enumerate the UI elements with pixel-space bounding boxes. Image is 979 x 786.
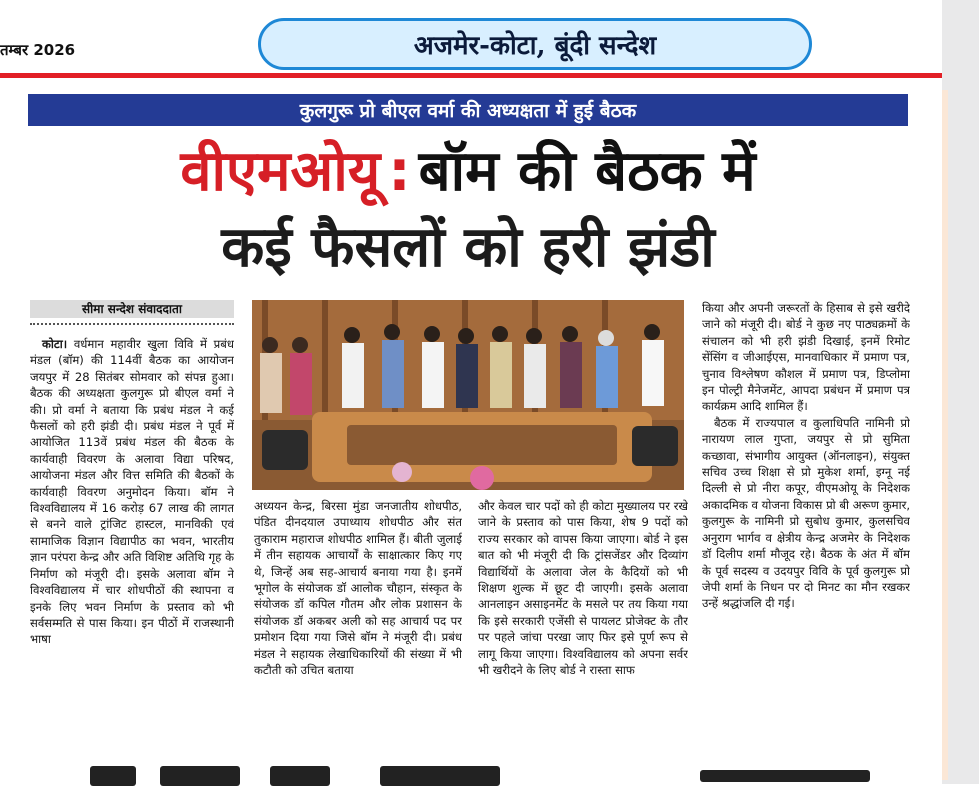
column-2-text: अध्ययन केन्द्र, बिरसा मुंडा जनजातीय शोधपीठ, पंडित दीनदयाल उपाध्याय शोधपीठ और संत तुकाराम महाराज शोधपीठ शामिल हैं। बीती जुलाई में तीन सहायक आचार्यों के साक्षात्कार किए गए थे, जिन्हें अब सह-आचार्य बनाया गया है। इनमें भूगोल के संयोजक डॉ आलोक चौहान, संस्कृत के संयोजक डॉ कपिल गौतम और लोक प्रशासन के संयोजक डॉ अकबर अली को सह आचार्य पद पर प्रमोशन दिया गया जिसे बॉम ने मंजूरी दी। प्रबंध मंडल ने सहायक लेखाधिकारियों की संख्या में भी कटौती को उचित बताया [254, 499, 462, 678]
column-3-text: और केवल चार पदों को ही कोटा मुख्यालय पर रखे जाने के प्रस्ताव को पास किया, शेष 9 पदों को राज्य सरकार को वापस किया जाएगा। बोर्ड ने इस बात को भी मंजूरी दी कि ट्रांसजेंडर और दिव्यांग विद्यार्थियों के अलावा जेल के कैदियों को भी शिक्षण शुल्क में छूट दी जाएगी। इसके अलावा आनलाइन असाइनमेंट के मसले पर तय किया गया कि इसे सरकारी एजेंसी से पायलट प्रोजेक्ट के तौर पर पहले जांचा परखा जाए फिर इसे पूर्ण रूप से लागू किया जाएगा। विश्वविद्यालय को अपना सर्वर भी खरीदने के लिए बोर्ड ने रास्ता साफ [478, 499, 688, 678]
adjacent-page-edge [942, 0, 979, 784]
headline-line-1 [28, 134, 908, 210]
section-title-pill [258, 18, 812, 70]
section-title: अजमेर-कोटा, बूंदी सन्देश [413, 31, 657, 61]
meeting-photo-illustration [252, 300, 684, 490]
dateline: कोटा। [42, 337, 68, 351]
byline: सीमा सन्देश संवाददाता [30, 300, 234, 318]
article-column-4 [702, 300, 910, 760]
column-4-text-a: किया और अपनी जरूरतों के हिसाब से इसे खरीदे जाने को मंजूरी दी। बोर्ड ने कुछ नए पाठ्यक्रमों के संचालन को भी हरी झंडी दिखाई, इनमें रिमोट सेंसिंग व जीआईएस, मानवाधिकार में प्रमाण पत्र, चुनाव विश्लेषण कौशल में प्रमाण पत्र, डिप्लोमा इन पोल्ट्री मैनेजमेंट, आपदा प्रबंधन में प्रमाण पत्र कार्यक्रम आदि शामिल हैं। [702, 301, 910, 414]
next-headline-glyph [90, 766, 136, 786]
meeting-photo [252, 300, 684, 490]
headline-colon: : [388, 139, 411, 204]
headline [28, 134, 908, 286]
column-1-text: वर्धमान महावीर खुला विवि में प्रबंध मंडल (बॉम) की 114वीं बैठक का आयोजन जयपुर में 28 सितंबर सोमवार को संपन्न हुआ। बैठक की अध्यक्षता कुलगुरू प्रो बीएल वर्मा ने की। प्रो वर्मा ने बताया कि प्रबंध मंडल ने कई फैसलों को हरी झंडी दी। प्रबंध मंडल ने पूर्व में आयोजित 113वें प्रबंध मंडल की बैठक के कार्यवाही विवरण के अलावा विद्या परिषद, आयोजना मंडल और वित्त समिति की बैठकों के कार्यवाही विवरण अनुमोदन किया। बॉम ने विश्वविद्यालय में 16 करोड़ 67 लाख की लागत से बनने वाले ट्रांजिट हास्टल, मानविकी एवं सामाजिक विज्ञान विद्यापीठ का भवन, भारतीय ज्ञान परंपरा केन्द्र और अति विशिष्ट अतिथि गृह के निर्माण को मंजूरी दी। इसके अलावा बॉम ने विश्वविद्यालय में चार शोधपीठों की स्थापना व इनके लिए भवन निर्माण के प्रस्ताव को भी सर्वसम्मति से पास किया। इन पीठों में राजस्थानी भाषा [30, 337, 234, 647]
header-rule [0, 73, 942, 78]
next-article-fragment [0, 760, 942, 784]
next-headline-glyph [700, 770, 870, 782]
column-4-text-b: बैठक में राज्यपाल व कुलाधिपति नामिनी प्रो नारायण लाल गुप्ता, जयपुर से प्रो सुमिता कच्छावा, संभागीय आयुक्त (ऑनलाइन), संयुक्त सचिव उच्च शिक्षा से प्रो मुकेश शर्मा, इग्नू नई दिल्ली से प्रो नीरा कपूर, वीएमओयू के निदेशक अकादमिक व योजना विकास प्रो बी अरूण कुमार, कुलगुरू के नामिनी प्रो सुबोध कुमार, कुलसचिव अनुराग भार्गव व क्षेत्रीय केन्द्र अजमेर के निदेशक डॉ दिलीप शर्मा मौजूद रहे। बैठक के अंत में बॉम के पूर्व सदस्य व उदयपुर विवि के पूर्व कुलगुरू प्रो जेपी शर्मा के निधन पर दो मिनट का मौन रखकर उन्हें श्रद्धांजलि दी गई। [702, 415, 910, 611]
article-column-3 [478, 498, 688, 758]
next-headline-glyph [270, 766, 330, 786]
next-headline-glyph [380, 766, 500, 786]
headline-line1-text: बॉम की बैठक में [418, 139, 756, 204]
byline-divider [30, 323, 234, 325]
issue-date: तम्बर 2026 [0, 41, 76, 59]
headline-red: वीएमओयू [180, 139, 381, 204]
strap-banner [28, 94, 908, 126]
next-headline-glyph [160, 766, 240, 786]
article-column-1 [30, 336, 234, 756]
article-column-2 [254, 498, 462, 758]
headline-line-2: कई फैसलों को हरी झंडी [221, 215, 715, 280]
strap-text: कुलगुरू प्रो बीएल वर्मा की अध्यक्षता में हुई बैठक [299, 100, 637, 122]
